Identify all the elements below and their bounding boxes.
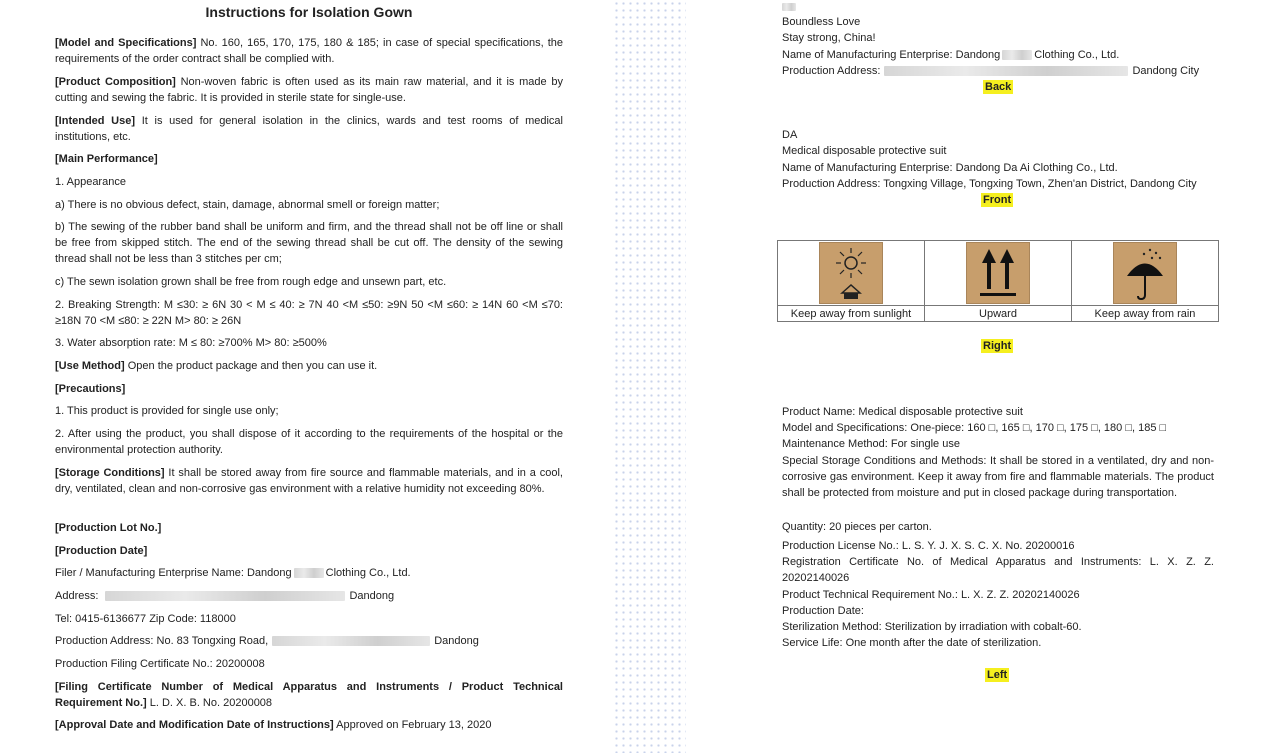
front-line-3: Name of Manufacturing Enterprise: Dandong Da Ai Clothing Co., Ltd. <box>782 162 1118 174</box>
redacted-text <box>105 591 345 601</box>
back-line-2: Stay strong, China! <box>782 32 876 44</box>
redacted-text <box>294 568 324 578</box>
quantity: Quantity: 20 pieces per carton. <box>782 521 932 533</box>
item-a: a) There is no obvious defect, stain, damage, abnormal smell or foreign matter; <box>55 199 440 211</box>
production-date: Production Date: <box>782 605 864 617</box>
use-method-paragraph: [Use Method] Open the product package and then you can use it. <box>55 360 378 372</box>
dotted-divider <box>613 0 686 753</box>
filing-paragraph: [Filing Certificate Number of Medical Apparatus and Instruments / Product Technical Requirement No.] L. D. X. B. No. 20200008 <box>55 681 563 709</box>
precaution-2: 2. After using the product, you shall dispose of it according to the requirements of the hospital or the environmental protection authority. <box>55 428 563 456</box>
right-tag: Right <box>983 340 1012 352</box>
technical-requirement: Product Technical Requirement No.: L. X. Z. Z. 20202140026 <box>782 589 1080 601</box>
production-address-line: Production Address: No. 83 Tongxing Road, Dandong <box>55 635 479 647</box>
address-line: Address: Dandong <box>55 590 395 602</box>
maintenance-method: Maintenance Method: For single use <box>782 438 960 450</box>
filer-line: Filer / Manufacturing Enterprise Name: Dandong Clothing Co., Ltd. <box>55 567 411 579</box>
upward-arrows-icon <box>966 242 1030 304</box>
breaking-strength: 2. Breaking Strength: M ≤30: ≥ 6N 30 < M ≤ 40: ≥ 7N 40 <M ≤50: ≥9N 50 <M ≤60: ≥ 14N 60 <M ≤70: ≥18N 70 <M ≤80: ≥ 22N M> 80: ≥ 26N <box>55 299 563 327</box>
front-line-2: Medical disposable protective suit <box>782 145 947 157</box>
composition-paragraph: [Product Composition] Non-woven fabric is often used as its main raw material, and it is made by cutting and sewing the fabric. It is provided in sterile state for single-use. <box>55 76 564 104</box>
special-storage: Special Storage Conditions and Methods: It shall be stored in a ventilated, dry and non-corrosive gas environment. Keep it away from fire and flammable materials. The product shall be protected from moisture and put in closed package during transportation. <box>782 455 1214 499</box>
tel-line: Tel: 0415-6136677 Zip Code: 118000 <box>55 613 236 625</box>
sterilization-method: Sterilization Method: Sterilization by irradiation with cobalt-60. <box>782 621 1082 633</box>
appearance-heading: 1. Appearance <box>55 176 126 188</box>
front-line-4: Production Address: Tongxing Village, Tongxing Town, Zhen'an District, Dandong City <box>782 178 1197 190</box>
page-title: Instructions for Isolation Gown <box>205 4 413 20</box>
sign-caption: Upward <box>925 306 1072 322</box>
back-address: Production Address: Dandong City <box>782 65 1200 77</box>
precautions-heading: [Precautions] <box>55 383 126 395</box>
front-tag: Front <box>983 194 1012 206</box>
precaution-1: 1. This product is provided for single use only; <box>55 405 279 417</box>
sign-caption: Keep away from rain <box>1072 306 1219 322</box>
main-performance-heading: [Main Performance] <box>55 153 158 165</box>
production-license: Production License No.: L. S. Y. J. X. S. C. X. No. 20200016 <box>782 540 1075 552</box>
water-absorption: 3. Water absorption rate: M ≤ 80: ≥700% M> 80: ≥500% <box>55 337 327 349</box>
intended-use-paragraph: [Intended Use] It is used for general isolation in the clinics, wards and test rooms of medical institutions, etc. <box>55 115 563 143</box>
lot-no-heading: [Production Lot No.] <box>55 522 162 534</box>
sunlight-icon <box>819 242 883 304</box>
production-date-heading: [Production Date] <box>55 545 148 557</box>
model-spec: Model and Specifications: One-piece: 160 □, 165 □, 170 □, 175 □, 180 □, 185 □ <box>782 422 1167 434</box>
model-spec-paragraph: [Model and Specifications] No. 160, 165, 170, 175, 180 & 185; in case of special specifications, the requirements of the order contract shall be complied with. <box>55 37 563 65</box>
redacted-text <box>884 66 1128 76</box>
sign-cell <box>925 241 1072 306</box>
umbrella-rain-icon <box>1113 242 1177 304</box>
handling-signs-table <box>777 240 1219 322</box>
approval-paragraph: [Approval Date and Modification Date of Instructions] Approved on February 13, 2020 <box>55 719 492 731</box>
service-life: Service Life: One month after the date of sterilization. <box>782 637 1042 649</box>
back-tag: Back <box>985 81 1012 93</box>
item-c: c) The sewn isolation grown shall be free from rough edge and unsewn part, etc. <box>55 276 447 288</box>
registration-certificate: Registration Certificate No. of Medical Apparatus and Instruments: L. X. Z. Z. 20202140026 <box>782 556 1214 584</box>
product-name: Product Name: Medical disposable protective suit <box>782 406 1023 418</box>
front-line-1: DA <box>782 129 798 141</box>
filing-certificate-line: Production Filing Certificate No.: 20200008 <box>55 658 265 670</box>
redacted-text <box>1002 50 1032 60</box>
back-manufacturer: Name of Manufacturing Enterprise: Dandong Clothing Co., Ltd. <box>782 49 1120 61</box>
sign-caption: Keep away from sunlight <box>778 306 925 322</box>
redacted-text <box>272 636 430 646</box>
sign-cell <box>778 241 925 306</box>
left-tag: Left <box>987 669 1008 681</box>
redacted-text <box>782 3 796 11</box>
sign-cell <box>1072 241 1219 306</box>
back-line-1: Boundless Love <box>782 16 861 28</box>
item-b: b) The sewing of the rubber band shall be uniform and firm, and the thread shall not be off line or shall be free from skipped stitch. The end of the sewing thread shall be cut off. The density of the sewing thread shall not be less than 3 stitches per cm; <box>55 221 563 265</box>
storage-paragraph: [Storage Conditions] It shall be stored away from fire source and flammable materials, and in a cool, dry, ventilated, clean and non-corrosive gas environment with a relative humidity not exceeding 80%. <box>55 467 563 495</box>
